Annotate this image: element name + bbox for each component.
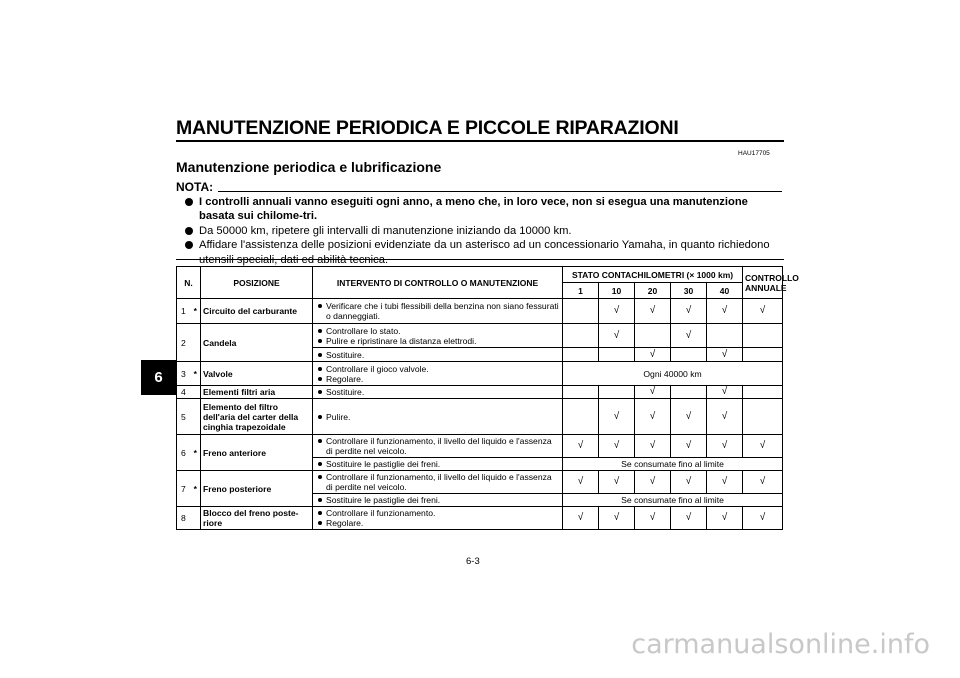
header-n: N. [177,267,201,299]
row-number: 8 [177,507,191,530]
row-intervention: Verificare che i tubi flessibili della benzina non siano fessurati o danneggiati. [313,299,563,324]
check-mark: √ [599,435,635,458]
row-intervention: Controllare il funzionamento. Regolare. [313,507,563,530]
row-intervention: Sostituire. [313,386,563,399]
row-asterisk: * [191,299,201,324]
check-mark: √ [743,507,783,530]
check-mark: √ [563,471,599,494]
chapter-tab: 6 [141,360,176,395]
bullet-icon [185,241,193,249]
check-mark: √ [671,507,707,530]
bullet-icon [185,227,193,235]
header-intervention: INTERVENTO DI CONTROLLO O MANUTENZIONE [313,267,563,299]
row-number: 6 [177,435,191,471]
check-mark: √ [671,435,707,458]
row-asterisk [191,399,201,435]
row-asterisk [191,324,201,362]
nota-end-rule [176,259,784,260]
row-asterisk [191,507,201,530]
header-km: 40 [707,283,743,299]
row-number: 4 [177,386,191,399]
table-row [177,299,783,324]
row-position: Elementi filtri aria [201,386,313,399]
check-mark: √ [635,435,671,458]
row-intervention: Sostituire. [313,348,563,362]
row-position: Freno posteriore [201,471,313,507]
check-mark: √ [599,324,635,348]
table-row [177,362,783,386]
check-mark: √ [635,348,671,362]
check-mark: √ [743,435,783,458]
document-code: HAU17705 [738,150,770,157]
row-intervention: Controllare lo stato. Pulire e ripristinare la distanza elettrodi. [313,324,563,348]
row-position: Blocco del freno poste-riore [201,507,313,530]
table-row [177,324,783,348]
table-header-row [177,267,783,283]
check-mark: √ [635,386,671,399]
row-intervention: Controllare il funzionamento, il livello del liquido e l'assenza di perdite nel veicolo. [313,435,563,458]
interval-note: Ogni 40000 km [563,362,783,386]
table-row [177,471,783,494]
row-intervention: Sostituire le pastiglie dei freni. [313,494,563,507]
check-mark: √ [743,471,783,494]
check-mark: √ [707,399,743,435]
row-intervention: Controllare il gioco valvole. Regolare. [313,362,563,386]
check-mark: √ [599,471,635,494]
check-mark: √ [599,399,635,435]
maintenance-table [176,266,799,530]
check-mark: √ [671,299,707,324]
nota-item: I controlli annuali vanno eseguiti ogni anno, a meno che, in loro vece, non si esegua una manutenzione basata sui chilome-tri. [183,195,783,224]
nota-header [176,180,784,194]
page-number: 6-3 [466,556,480,567]
header-odometer: STATO CONTACHILOMETRI (× 1000 km) [563,267,743,283]
watermark: carmanualsonline.info [631,629,930,660]
check-mark [563,299,599,324]
interval-note: Se consumate fino al limite [563,494,783,507]
check-mark: √ [599,299,635,324]
row-position: Valvole [201,362,313,386]
header-annual: CONTROLLO ANNUALE [743,267,783,299]
row-intervention: Controllare il funzionamento, il livello del liquido e l'assenza di perdite nel veicolo. [313,471,563,494]
row-number: 2 [177,324,191,362]
header-km: 30 [671,283,707,299]
check-mark: √ [743,299,783,324]
row-position: Circuito del carburante [201,299,313,324]
check-mark: √ [707,348,743,362]
check-mark: √ [563,507,599,530]
header-km: 10 [599,283,635,299]
nota-rule [218,191,782,192]
check-mark: √ [635,471,671,494]
row-intervention: Sostituire le pastiglie dei freni. [313,458,563,471]
table-row [177,399,783,435]
interval-note: Se consumate fino al limite [563,458,783,471]
row-asterisk: * [191,435,201,471]
check-mark: √ [599,507,635,530]
row-asterisk: * [191,362,201,386]
row-position: Elemento del filtro dell'aria del carter della cinghia trapezoidale [201,399,313,435]
page-title: MANUTENZIONE PERIODICA E PICCOLE RIPARAZIONI [176,117,679,139]
check-mark: √ [671,324,707,348]
check-mark: √ [635,399,671,435]
row-asterisk [191,386,201,399]
check-mark: √ [707,471,743,494]
bullet-icon [185,198,193,206]
nota-item: Affidare l'assistenza delle posizioni evidenziate da un asterisco ad un concessionario Yamaha, in quanto richiedono [183,238,783,267]
row-number: 3 [177,362,191,386]
check-mark: √ [635,299,671,324]
check-mark: √ [671,399,707,435]
nota-label: NOTA: [176,180,214,194]
header-km: 20 [635,283,671,299]
row-number: 5 [177,399,191,435]
row-position: Candela [201,324,313,362]
check-mark: √ [707,435,743,458]
row-number: 1 [177,299,191,324]
check-mark: √ [671,471,707,494]
check-mark: √ [563,435,599,458]
section-subtitle: Manutenzione periodica e lubrificazione [176,159,442,175]
title-rule [176,140,784,142]
header-position: POSIZIONE [201,267,313,299]
row-position: Freno anteriore [201,435,313,471]
header-km: 1 [563,283,599,299]
table-row [177,435,783,458]
check-mark: √ [707,386,743,399]
table-row [177,386,783,399]
check-mark: √ [707,299,743,324]
check-mark: √ [707,507,743,530]
check-mark: √ [635,507,671,530]
row-intervention: Pulire. [313,399,563,435]
nota-item: Da 50000 km, ripetere gli intervalli di manutenzione iniziando da 10000 km. [183,224,783,238]
row-number: 7 [177,471,191,507]
nota-list [183,195,783,267]
row-asterisk: * [191,471,201,507]
table-row [177,507,783,530]
